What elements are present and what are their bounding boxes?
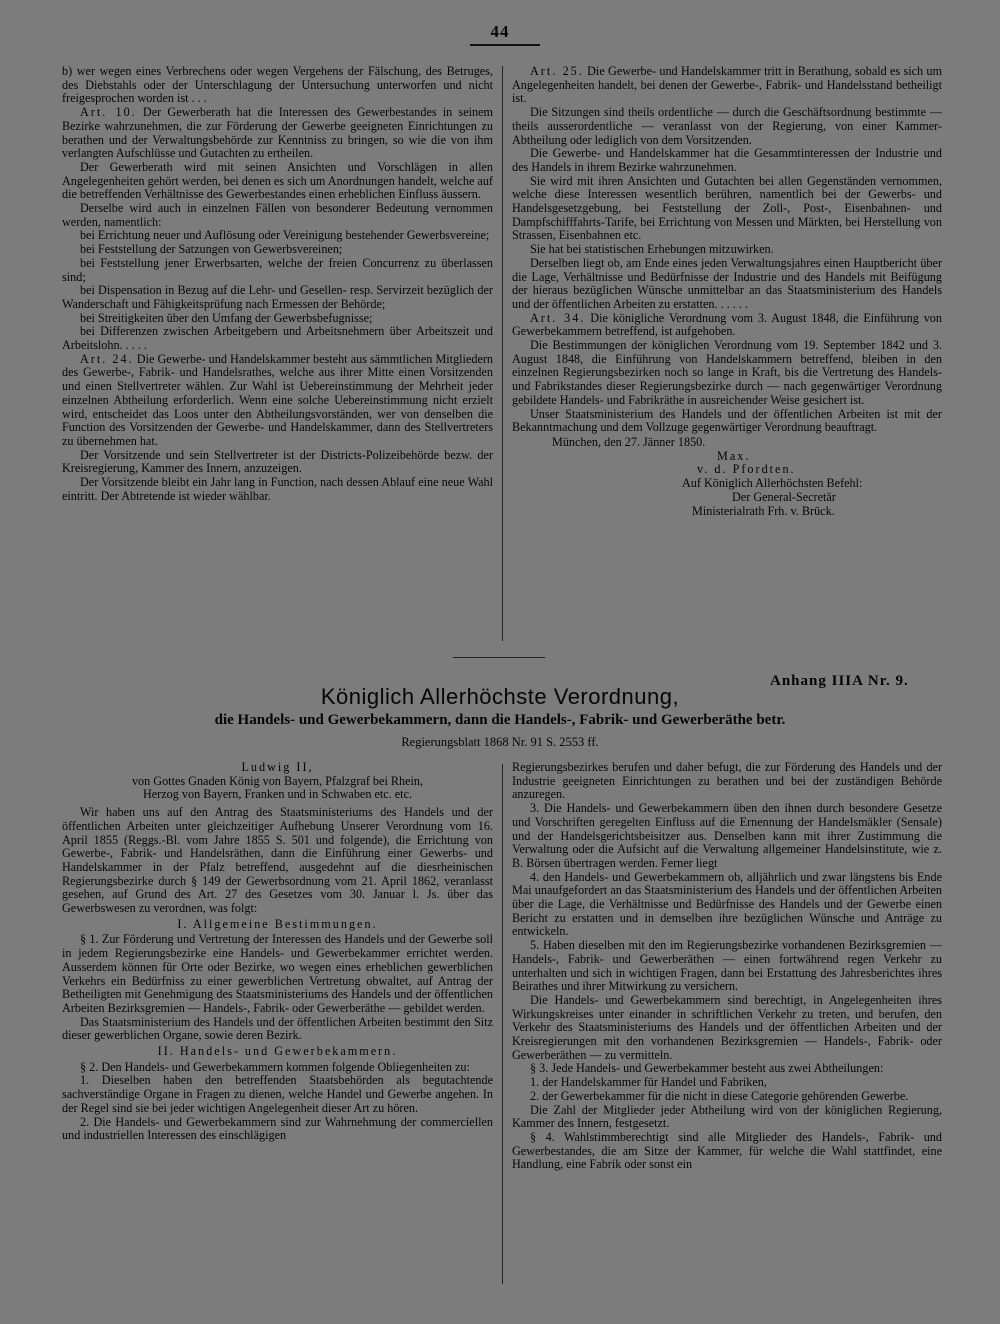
section-heading-text: I. Allgemeine Bestimmungen.	[177, 916, 378, 931]
paragraph-text: Unser Staatsministerium des Handels und der öffentlichen Arbeiten ist mit der Bekanntmachung und dem Vollzuge gegenwärtiger Verordnung beauftragt.	[512, 406, 942, 435]
paragraph-text: Regierungsbezirkes berufen und daher befugt, die zur Förderung des Handels und der Industrie geeigneten Einrichtungen zu berathen und bei der zuständigen Behörde anzuregen.	[512, 761, 942, 802]
section-separator	[453, 657, 545, 658]
paragraph	[62, 229, 493, 243]
annex-label: Anhang IIIA Nr. 9.	[770, 673, 909, 689]
paragraph-text: 1. der Handelskammer für Handel und Fabriken,	[530, 1075, 767, 1090]
countersigner: v. d. Pfordten.	[697, 462, 796, 477]
paragraph	[62, 353, 493, 449]
article-number: Art. 10.	[80, 105, 137, 120]
paragraph	[512, 871, 942, 940]
paragraph-text: Die Sitzungen sind theils ordentliche — durch die Geschäftsordnung bestimmte — theils ausserordentliche — veranlasst von der Regierung, von einer Kammer-Abtheilung oder lediglich von dem Vorsitzenden.	[512, 105, 942, 147]
paragraph	[512, 312, 942, 339]
paragraph	[512, 1104, 942, 1131]
by-order-line: Auf Königlich Allerhöchsten Befehl:	[682, 476, 863, 491]
ruler-name: Ludwig II,	[241, 761, 314, 774]
source-citation: Regierungsblatt 1868 Nr. 91 S. 2553 ff.	[401, 735, 599, 749]
paragraph-text: Der Gewerberath wird mit seinen Ansichten und Vorschlägen in allen Angelegenheiten gehört werden, bei denen es sich um Anordnungen handelt, welche auf die betreffenden Verhältnisse des Gewerbestandes einen erheblichen Einfluss äussern.	[62, 159, 493, 202]
article-number: Art. 34.	[530, 310, 586, 325]
paragraph	[62, 449, 493, 476]
paragraph-text: Der Gewerberath hat die Interessen des Gewerbestandes in seinem Bezirke wahrzunehmen, die zur Förderung der Gewerbe geeigneten Einrichtungen zu berathen und der Verwaltungsbehörde zur Kenntniss zu bringen, so wie die von ihm verlangten Aufschlüsse und Gutachten zu ertheilen.	[62, 105, 493, 161]
paragraph	[512, 257, 942, 312]
lower-left-column	[62, 761, 493, 1291]
paragraph-text: § 4. Wahlstimmberechtigt sind alle Mitglieder des Handels-, Fabrik- und Gewerbestandes, die am Sitze der Kammer, für welche die Wahl stattfindet, eine Handlung, eine Fabrik oder sonst ein	[512, 1129, 942, 1172]
signer: Max.	[717, 448, 751, 463]
paragraph	[512, 65, 942, 106]
paragraph	[62, 312, 493, 326]
paragraph	[62, 65, 493, 106]
paragraph	[62, 243, 493, 257]
paragraph	[62, 1116, 493, 1143]
paragraph-text: Der Vorsitzende bleibt ein Jahr lang in Function, nach dessen Ablauf eine neue Wahl eintritt. Der Abtretende ist wieder wählbar.	[62, 475, 493, 503]
article-number: Art. 24.	[80, 351, 134, 366]
paragraph	[512, 994, 942, 1063]
header-rule	[470, 44, 540, 46]
paragraph	[62, 325, 493, 352]
paragraph-text: Die Zahl der Mitglieder jeder Abtheilung wird von der königlichen Regierung, Kammer des Innern, festgesetzt.	[512, 1102, 942, 1131]
paragraph-text: Wir haben uns auf den Antrag des Staatsministeriums des Handels und der öffentlichen Arbeiten unter gleichzeitiger Aufhebung Unserer Verordnung vom 16. April 1855 (Reggs.-Bl. vom Jahre 1855 S. 501 und folgende), die Errichtung von Gewerbe-, Fabrik- und Handelsräthen, dann die Einführung einer Gewerbs- und Handelskammer in der Pfalz betreffend, ausgedehnt auf die diesrheinischen Regierungsbezirke durch § 149 der Gewerbsordnung vom 21. April 1862, veranlasst gesehen, auf Grund des Art. 27 des Gesetzes vom 30. Januar l. Js. über das Gewerbswesen zu verordnen, was folgt:	[62, 805, 493, 916]
paragraph	[62, 1074, 493, 1115]
column-divider-upper	[502, 66, 503, 641]
ordinance-subtitle: die Handels- und Gewerbekammern, dann die Handels-, Fabrik- und Gewerberäthe betr.	[214, 712, 786, 728]
page-number: 44	[490, 22, 510, 41]
secretary-name: Ministerialrath Frh. v. Brück.	[692, 503, 835, 518]
paragraph-text: Die Gewerbe- und Handelskammer tritt in Berathung, sobald es sich um Angelegenheiten handelt, bei denen der Gewerbe-, Fabrik- und Handelsstand betheiligt ist.	[512, 65, 942, 106]
paragraph	[512, 147, 942, 174]
paragraph-text: Der Vorsitzende und sein Stellvertreter ist der Districts-Polizeibehörde bezw. der Kreisregierung, Kammer des Innern, anzuzeigen.	[62, 447, 493, 476]
paragraph	[512, 1062, 942, 1076]
paragraph-text: bei Feststellung jener Erwerbsarten, welche der freien Concurrenz zu überlassen sind;	[62, 255, 493, 284]
paragraph	[62, 257, 493, 284]
paragraph	[62, 106, 493, 161]
secretary-title: Der General-Secretär	[732, 489, 836, 504]
paragraph-text: Die Gewerbe- und Handelskammer hat die Gesammtinteressen der Industrie und des Handels in ihrem Bezirke wahrzunehmen.	[512, 146, 942, 174]
paragraph-text: Derselben liegt ob, am Ende eines jeden Verwaltungsjahres einen Hauptbericht über die Lage, Verhältnisse und Bedürfnisse der Industrie und des Handels mit Beifügung der hieraus bezüglichen Wünsche unmittelbar an das Staatsministerium des Handels und der öffentlichen Arbeiten zu erstatten. . . . . .	[512, 255, 942, 311]
upper-left-column	[62, 65, 493, 650]
paragraph-text: 2. der Gewerbekammer für die nicht in diese Categorie gehörenden Gewerbe.	[530, 1088, 909, 1103]
ruler-title-line-1: von Gottes Gnaden König von Bayern, Pfalzgraf bei Rhein,	[131, 773, 424, 788]
paragraph-text: bei Differenzen zwischen Arbeitgebern und Arbeitsnehmern über Arbeitszeit und Arbeitslohn. . . . .	[62, 324, 493, 353]
paragraph-text: § 2. Den Handels- und Gewerbekammern kommen folgende Obliegenheiten zu:	[80, 1059, 470, 1074]
upper-right-column	[512, 65, 942, 650]
paragraph-text: § 1. Zur Förderung und Vertretung der Interessen des Handels und der Gewerbe soll in jedem Regierungsbezirke eine Handels- und Gewerbekammer errichtet werden. Ausserdem können für Orte oder Bezirke, wo wegen eines erheblichen gewerblichen Verkehrs ein Bedürfniss zu einer gewerblichen Vertretung obwaltet, auf Antrag der Betheiligten mit Genehmigung des Staatsministeriums des Handels und der öffentlichen Arbeiten Bezirksgremien — Handels-, Fabrik- oder Gewerberäthe — gebildet werden.	[62, 932, 493, 1015]
column-divider-lower	[502, 764, 503, 1284]
paragraph	[512, 761, 942, 802]
paragraph-text: Die königliche Verordnung vom 3. August 1848, die Einführung von Gewerbekammern betreffend, ist aufgehoben.	[512, 310, 942, 339]
paragraph	[512, 243, 942, 257]
paragraph-text: bei Errichtung neuer und Auflösung oder Vereinigung bestehender Gewerbsvereine;	[80, 228, 490, 243]
paragraph-text: Sie hat bei statistischen Erhebungen mitzuwirken.	[530, 242, 774, 257]
paragraph	[512, 802, 942, 871]
paragraph-text: 2. Die Handels- und Gewerbekammern sind zur Wahrnehmung der commerciellen und industriellen Interessen des einschlägigen	[62, 1114, 493, 1143]
paragraph	[62, 1016, 493, 1043]
ruler-title-line-2: Herzog von Bayern, Franken und in Schwaben etc. etc.	[142, 787, 413, 802]
paragraph-text: Die Bestimmungen der königlichen Verordnung vom 19. September 1842 und 3. August 1848, die Einführung von Handelskammern betreffend, bleiben in den einzelnen Regierungsbezirken noch so lange in Kraft, bis die Vertretung des Handels- und Fabrikstandes dieser Regierungsbezirke durch — nach gegenwärtiger Verordnung gebildete Handels- und Fabrikräthe in ausreichender Weise gesichert ist.	[512, 338, 942, 407]
paragraph	[512, 175, 942, 244]
paragraph-text: b) wer wegen eines Verbrechens oder wegen Vergehens der Fälschung, des Betruges, des Diebstahls oder der Unterschlagung der Untersuchung unterworfen und nicht freigesprochen worden ist . . .	[62, 65, 493, 106]
paragraph	[62, 284, 493, 311]
section-heading	[62, 918, 493, 932]
paragraph	[512, 1131, 942, 1172]
paragraph-text: § 3. Jede Handels- und Gewerbekammer besteht aus zwei Abtheilungen:	[530, 1061, 884, 1076]
paragraph-text: bei Feststellung der Satzungen von Gewerbsvereinen;	[80, 242, 343, 257]
article-number: Art. 25.	[530, 65, 584, 78]
paragraph-text: bei Streitigkeiten über den Umfang der Gewerbsbefugnisse;	[80, 310, 373, 325]
paragraph	[62, 476, 493, 503]
paragraph-text: 4. den Handels- und Gewerbekammern ob, alljährlich und zwar längstens bis Ende Mai unaufgefordert an das Staatsministerium des Handels und der öffentlichen Arbeiten über die Lage, die Verhältnisse und Bedürfnisse des Handels und der Gewerbe einen Bericht zu erstatten und in demselben ihre bezüglichen Wünsche und Anträge zu entwickeln.	[512, 869, 942, 939]
paragraph-text: 1. Dieselben haben den betreffenden Staatsbehörden als begutachtende sachverständige Organe in Fragen zu dienen, welche Handel und Gewerbe angehen. In der Regel sind sie bei jeder wichtigen Angelegenheit dieser Art zu hören.	[62, 1073, 493, 1115]
paragraph	[512, 408, 942, 435]
paragraph	[512, 1076, 942, 1090]
paragraph	[512, 106, 942, 147]
paragraph-text: 5. Haben dieselben mit den im Regierungsbezirke vorhandenen Bezirksgremien — Handels-, Fabrik- und Gewerberäthen — einen fortwährend regen Verkehr zu unterhalten und sich in wichtigen Fragen, dann bei Erstattung des Jahresberichtes ihres Beirathes und ihrer Mitwirkung zu versichern.	[512, 938, 942, 994]
paragraph-text: 3. Die Handels- und Gewerbekammern üben den ihnen durch besondere Gesetze und Vorschriften geregelten Einfluss auf die Ernennung der Handelsmäkler (Sensale) und der Handelsgerichtsbeisitzer aus. Denselben kann mit ihrer Zustimmung die Verwaltung oder die Aufsicht auf die Verwaltung allgemeiner Handelsinstitute, wie z. B. Börsen übertragen werden. Ferner liegt	[512, 801, 942, 870]
lower-right-column	[512, 761, 942, 1291]
paragraph-text: Die Handels- und Gewerbekammern sind berechtigt, in Angelegenheiten ihres Wirkungskreises unter einander in schriftlichen Verkehr zu treten, und berufen, den Verkehr des Staatsministeriums des Handels und der öffentlichen Arbeiten und der Kreisregierungen mit den vorhandenen Bezirksgremien — Handels-, Fabrik- oder Gewerberäthen — zu vermitteln.	[512, 992, 942, 1062]
paragraph	[62, 161, 493, 202]
date-line: München, den 27. Jänner 1850.	[552, 434, 706, 449]
paragraph	[62, 1061, 493, 1075]
section-heading-text: II. Handels- und Gewerbekammern.	[157, 1044, 398, 1059]
paragraph-text: Die Gewerbe- und Handelskammer besteht aus sämmtlichen Mitgliedern des Gewerbe-, Fabrik- und Handelsrathes, welche aus ihrer Mitte einen Vorsitzenden und einen Stellvertreter wählen. Zur Wahl ist Uebereinstimmung der Mehrheit jeder einzelnen Abtheilung erforderlich. Wenn eine solche Uebereinstimmung nicht erzielt wird, entscheidet das Loos unter den Abtheilungsvorständen, wer von denselben die Function des Vorsitzenden der Gewerbe- und Handelskammer, dann des Stellvertreters zu übernehmen hat.	[62, 351, 493, 448]
lower-left-body	[62, 806, 493, 1143]
paragraph	[512, 339, 942, 408]
paragraph	[62, 933, 493, 1015]
paragraph	[512, 1090, 942, 1104]
paragraph	[62, 806, 493, 916]
upper-right-body	[512, 65, 942, 435]
paragraph-text: Sie wird mit ihren Ansichten und Gutachten bei allen Gegenständen vernommen, welche diese Interessen wesentlich berühren, namentlich bei der Gewerbs- und Handelsgesetzgebung, bei Feststellung der Zoll-, Post-, Eisenbahnen- und Dampfschifffahrts-Tarife, bei Errichtung von Messen und Märkten, bei Herstellung von Strassen, Eisenbahnen etc.	[512, 173, 942, 243]
section-heading	[62, 1045, 493, 1059]
paragraph-text: Derselbe wird auch in einzelnen Fällen von besonderer Bedeutung vernommen werden, namentlich:	[62, 201, 493, 229]
paragraph-text: Das Staatsministerium des Handels und der öffentlichen Arbeiten bestimmt den Sitz dieser gewerblichen Organe, sowie deren Bezirk.	[62, 1014, 493, 1043]
ordinance-title: Königlich Allerhöchste Verordnung,	[320, 684, 680, 709]
paragraph-text: bei Dispensation in Bezug auf die Lehr- und Gesellen- resp. Servirzeit bezüglich der Wanderschaft und Fähigkeitsprüfung nach Ermessen der Behörde;	[62, 283, 493, 311]
paragraph	[512, 939, 942, 994]
paragraph	[62, 202, 493, 229]
